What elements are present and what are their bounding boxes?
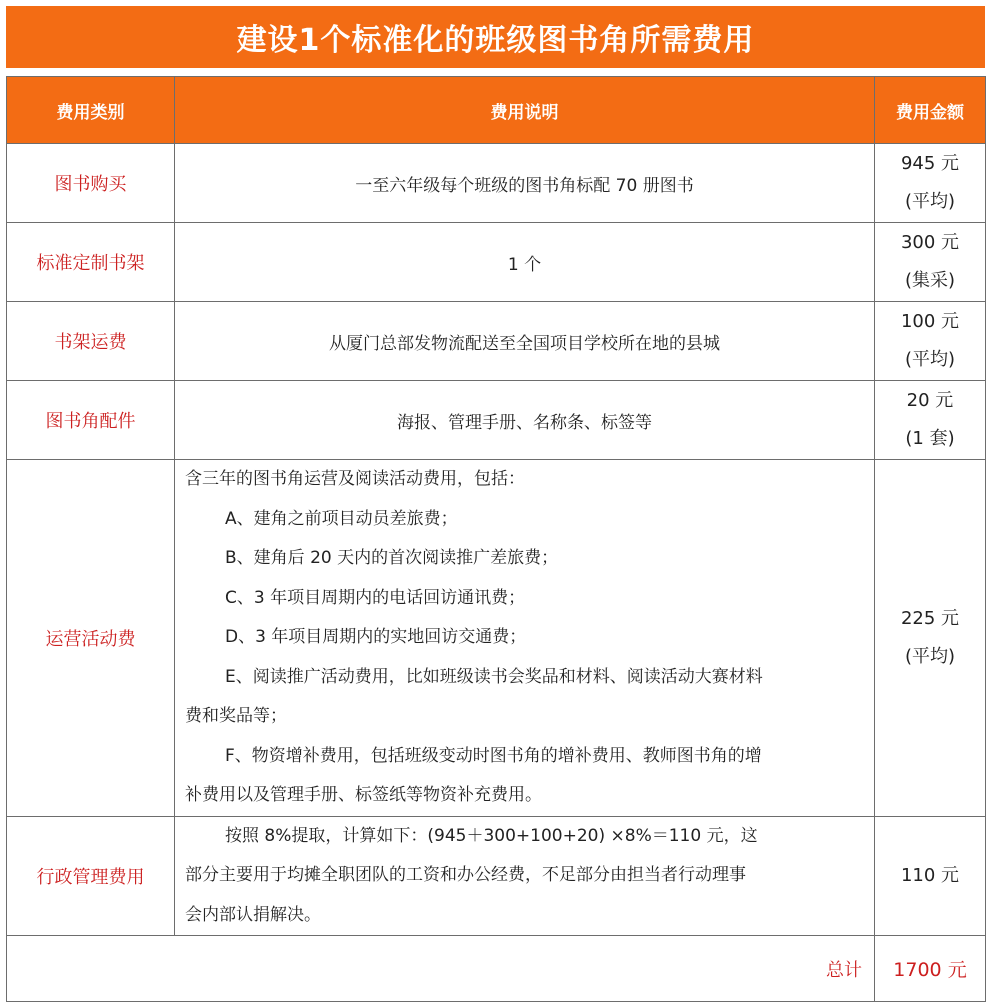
header-description: 费用说明 [175, 77, 875, 144]
table-row [7, 144, 986, 223]
total-row [7, 936, 986, 1002]
row-amount [875, 381, 986, 460]
description-line: 会内部认捐解决。 [185, 904, 321, 925]
row-amount [875, 816, 986, 936]
row-description: 1 个 [175, 223, 875, 302]
total-value: 1700 元 [875, 936, 986, 1002]
row-amount [875, 144, 986, 223]
row-description: 海报、管理手册、名称条、标签等 [175, 381, 875, 460]
row-amount [875, 302, 986, 381]
description-item-continued: 费和奖品等； [185, 706, 287, 726]
description-item: E、阅读推广活动费用，比如班级读书会奖品和材料、阅读活动大赛材料 [225, 666, 763, 687]
fee-table [6, 76, 986, 1002]
description-line: 按照 8%提取，计算如下：(945＋300+100+20) ×8%＝110 元，这 [225, 825, 758, 846]
row-category: 运营活动费 [7, 460, 175, 817]
row-description: 从厦门总部发物流配送至全国项目学校所在地的县城 [175, 302, 875, 381]
description-line: 部分主要用于均摊全职团队的工资和办公经费，不足部分由担当者行动理事 [185, 865, 746, 885]
amount-note: (平均) [904, 349, 956, 370]
table-row [7, 460, 986, 817]
table-row [7, 302, 986, 381]
amount-value: 100 元 [900, 311, 960, 332]
row-category: 图书购买 [7, 144, 175, 223]
total-label: 总计 [7, 936, 875, 1002]
page-title: 建设1个标准化的班级图书角所需费用 [6, 6, 985, 68]
description-item: B、建角后 20 天内的首次阅读推广差旅费； [225, 548, 559, 568]
amount-value: 225 元 [900, 607, 960, 629]
row-description: 一至六年级每个班级的图书角标配 70 册图书 [175, 144, 875, 223]
row-description [175, 460, 875, 817]
description-item-continued: 补费用以及管理手册、标签纸等物资补充费用。 [185, 785, 542, 805]
row-category: 行政管理费用 [7, 816, 175, 936]
description-item: C、3 年项目周期内的电话回访通讯费； [225, 587, 526, 608]
header-category: 费用类别 [7, 77, 175, 144]
amount-value: 945 元 [900, 153, 960, 174]
table-header-row [7, 77, 986, 144]
amount-note: (1 套) [905, 428, 955, 449]
header-amount: 费用金额 [875, 77, 986, 144]
table-row [7, 816, 986, 936]
description-item: D、3 年项目周期内的实地回访交通费； [225, 627, 527, 647]
row-amount [875, 223, 986, 302]
amount-value: 300 元 [900, 232, 960, 253]
row-category: 图书角配件 [7, 381, 175, 460]
row-description [175, 816, 875, 936]
amount-value: 110 元 [900, 864, 960, 886]
table-row [7, 223, 986, 302]
amount-note: (平均) [904, 645, 956, 667]
description-item: F、物资增补费用，包括班级变动时图书角的增补费用、教师图书角的增 [225, 745, 762, 766]
description-intro: 含三年的图书角运营及阅读活动费用，包括： [185, 469, 525, 489]
row-amount [875, 460, 986, 817]
description-item: A、建角之前项目动员差旅费； [225, 508, 458, 529]
amount-note: (平均) [904, 191, 956, 212]
row-category: 标准定制书架 [7, 223, 175, 302]
row-category: 书架运费 [7, 302, 175, 381]
amount-value: 20 元 [906, 390, 954, 411]
table-row [7, 381, 986, 460]
amount-note: (集采) [904, 270, 956, 291]
